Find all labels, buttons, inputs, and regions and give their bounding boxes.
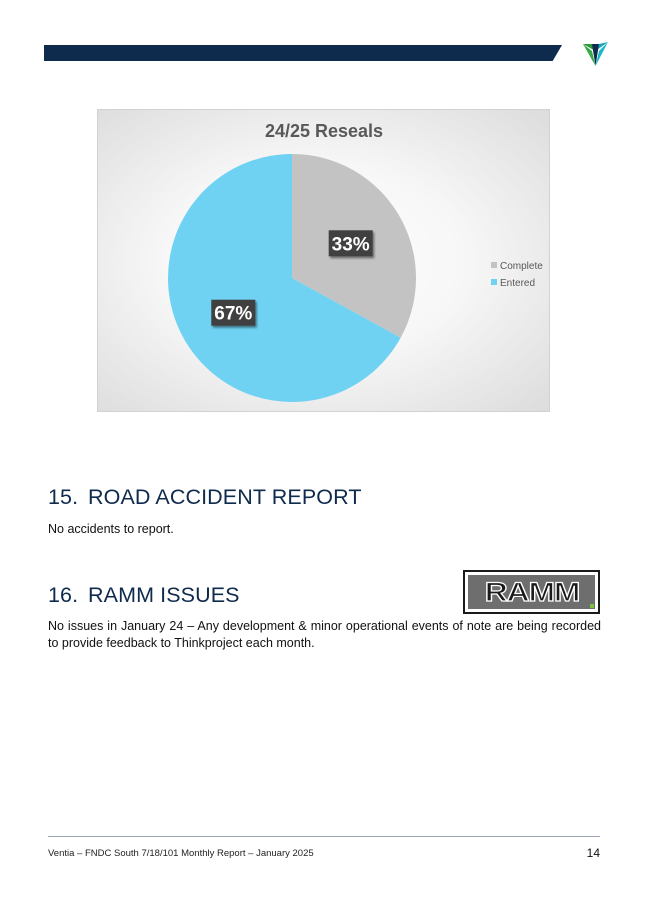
legend-label: Complete — [500, 261, 543, 272]
chart-title: 24/25 Reseals — [264, 121, 384, 141]
section-16-number: 16. — [48, 583, 79, 607]
footer-text: Ventia – FNDC South 7/18/101 Monthly Report – January 2025 — [48, 848, 314, 859]
data-label-text: 67% — [214, 303, 253, 325]
legend-item-complete — [491, 261, 543, 272]
section-16-body: No issues in January 24 – Any development & minor operational events of note are being recorded to provide feedback to Thinkproject each month. — [48, 619, 601, 650]
legend-swatch — [491, 262, 497, 268]
ramm-logo-background — [468, 575, 595, 609]
header-bar — [44, 45, 562, 61]
section-15-title: ROAD ACCIDENT REPORT — [88, 485, 362, 509]
ventia-logo-icon — [583, 42, 608, 66]
ramm-logo-dot — [590, 604, 594, 608]
section-16-heading — [48, 583, 240, 608]
data-label-text: 33% — [331, 234, 370, 256]
legend-item-entered — [491, 278, 535, 289]
ramm-logo — [463, 570, 600, 614]
footer-divider — [48, 836, 600, 837]
ramm-logo-text: RAMM — [484, 576, 579, 607]
legend-label: Entered — [500, 278, 536, 289]
page-number: 14 — [586, 846, 600, 860]
section-15-number: 15. — [48, 485, 79, 509]
pie-chart-svg — [98, 110, 551, 413]
section-16-title: RAMM ISSUES — [88, 583, 240, 607]
data-label-complete — [329, 230, 373, 256]
legend-swatch — [491, 279, 497, 285]
section-15-body: No accidents to report. — [48, 522, 174, 536]
data-label-entered — [211, 300, 255, 326]
pie-chart — [97, 109, 550, 412]
section-15-heading — [48, 485, 362, 510]
